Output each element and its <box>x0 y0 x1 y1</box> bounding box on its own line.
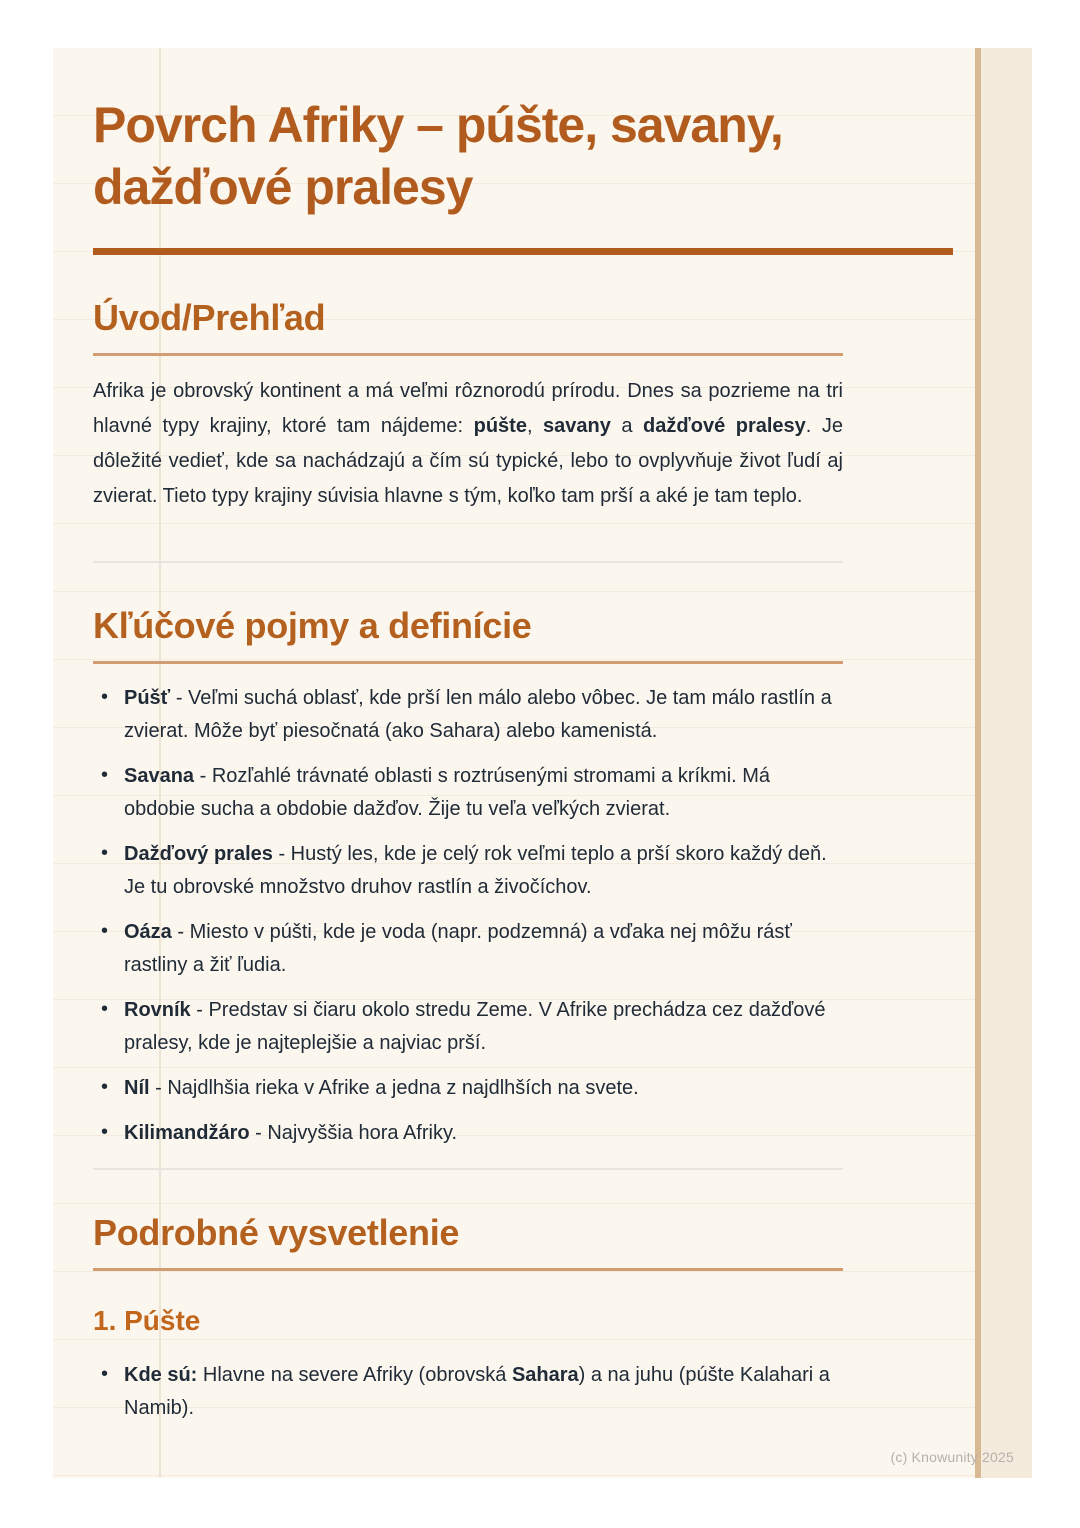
section-intro <box>93 296 843 514</box>
bullet-icon: • <box>101 920 109 942</box>
page-title-line-2: dažďové pralesy <box>93 159 473 215</box>
text-segment: a <box>610 415 644 437</box>
bullet-icon: • <box>101 686 109 708</box>
text-segment: Afrika je obrovský kontinent a má veľmi rôznorodú prírodu. Dnes sa pozrieme na tri hlavné typy krajiny, ktoré tam nájdeme: <box>93 380 843 437</box>
text-segment: - Predstav si čiaru okolo stredu Zeme. V Afrike prechádza cez dažďové pralesy, kde je najteplejšie a najviac prší. <box>124 999 826 1054</box>
bold-text-segment: Oáza <box>124 921 172 943</box>
heading-underline <box>93 353 843 356</box>
section-heading-intro: Úvod/Prehľad <box>93 297 326 338</box>
key-terms-list <box>93 682 843 1150</box>
section-key-terms <box>93 604 843 1150</box>
list-item <box>93 1117 843 1150</box>
intro-paragraph <box>93 374 843 514</box>
list-item-text <box>124 1072 843 1105</box>
bold-text-segment: Savana <box>124 765 195 787</box>
page-title-line-1: Povrch Afriky – púšte, savany, <box>93 97 783 153</box>
section-heading-key-terms: Kľúčové pojmy a definície <box>93 605 532 646</box>
list-item-text <box>124 1117 843 1150</box>
text-segment: Hlavne na severe Afriky (obrovská <box>197 1364 512 1386</box>
bullet-icon: • <box>101 998 109 1020</box>
heading-underline <box>93 1268 843 1271</box>
bullet-icon: • <box>101 1121 109 1143</box>
title-rule <box>93 248 953 255</box>
section-divider <box>93 1168 843 1170</box>
text-segment: - Miesto v púšti, kde je voda (napr. podzemná) a vďaka nej môžu rásť rastliny a žiť ľudia. <box>124 921 792 976</box>
bullet-icon: • <box>101 764 109 786</box>
list-item-text <box>124 682 843 748</box>
section-heading-detail: Podrobné vysvetlenie <box>93 1212 460 1253</box>
document-page <box>53 48 1032 1478</box>
bold-text-segment: Púšť <box>124 687 171 709</box>
list-item <box>93 682 843 748</box>
page-title <box>93 94 843 218</box>
heading-underline <box>93 661 843 664</box>
bullet-icon: • <box>101 1363 109 1385</box>
bold-text-segment: Níl <box>124 1077 150 1099</box>
list-item <box>93 1072 843 1105</box>
bold-text-segment: Sahara <box>511 1364 579 1386</box>
bullet-icon: • <box>101 1076 109 1098</box>
text-segment: - Hustý les, kde je celý rok veľmi teplo a prší skoro každý deň. Je tu obrovské množstvo druhov rastlín a živočíchov. <box>124 843 827 898</box>
text-segment: , <box>526 415 544 437</box>
list-item-text <box>124 838 843 904</box>
list-item-text <box>124 994 843 1060</box>
bold-text-segment: Rovník <box>124 999 191 1021</box>
bullet-icon: • <box>101 842 109 864</box>
detail-list <box>93 1359 843 1425</box>
text-segment: - Veľmi suchá oblasť, kde prší len málo alebo vôbec. Je tam málo rastlín a zvierat. Môže byť piesočnatá (ako Sahara) alebo kamenistá. <box>124 687 832 742</box>
list-item <box>93 1359 843 1425</box>
bold-text-segment: Kde sú: <box>124 1364 198 1386</box>
copyright-notice: (c) Knowunity 2025 <box>890 1449 1014 1465</box>
page-content <box>93 48 843 1437</box>
list-item <box>93 994 843 1060</box>
bold-text-segment: savany <box>543 415 611 437</box>
text-segment: ) a na juhu (púšte Kalahari a Namib). <box>124 1364 830 1419</box>
list-item <box>93 916 843 982</box>
bold-text-segment: dažďové pralesy <box>643 415 806 437</box>
subsection-heading-deserts: 1. Púšte <box>93 1305 201 1336</box>
text-segment: - Najvyššia hora Afriky. <box>249 1122 458 1144</box>
list-item-text <box>124 1359 843 1425</box>
list-item-text <box>124 916 843 982</box>
section-detail <box>93 1211 843 1425</box>
text-segment: . Je dôležité vedieť, kde sa nachádzajú a čím sú typické, lebo to ovplyvňuje život ľudí aj zvierat. Tieto typy krajiny súvisia hlavne s tým, koľko tam prší a aké je tam teplo. <box>93 415 843 507</box>
page-edge-strip <box>975 48 1032 1478</box>
text-segment: - Najdlhšia rieka v Afrike a jedna z najdlhších na svete. <box>149 1077 639 1099</box>
bold-text-segment: púšte <box>473 415 527 437</box>
bold-text-segment: Kilimandžáro <box>124 1122 250 1144</box>
list-item <box>93 760 843 826</box>
text-segment: - Rozľahlé trávnaté oblasti s roztrúsenými stromami a kríkmi. Má obdobie sucha a obdobie dažďov. Žije tu veľa veľkých zvierat. <box>124 765 771 820</box>
section-divider <box>93 561 843 563</box>
list-item <box>93 838 843 904</box>
bold-text-segment: Dažďový prales <box>124 843 273 865</box>
list-item-text <box>124 760 843 826</box>
